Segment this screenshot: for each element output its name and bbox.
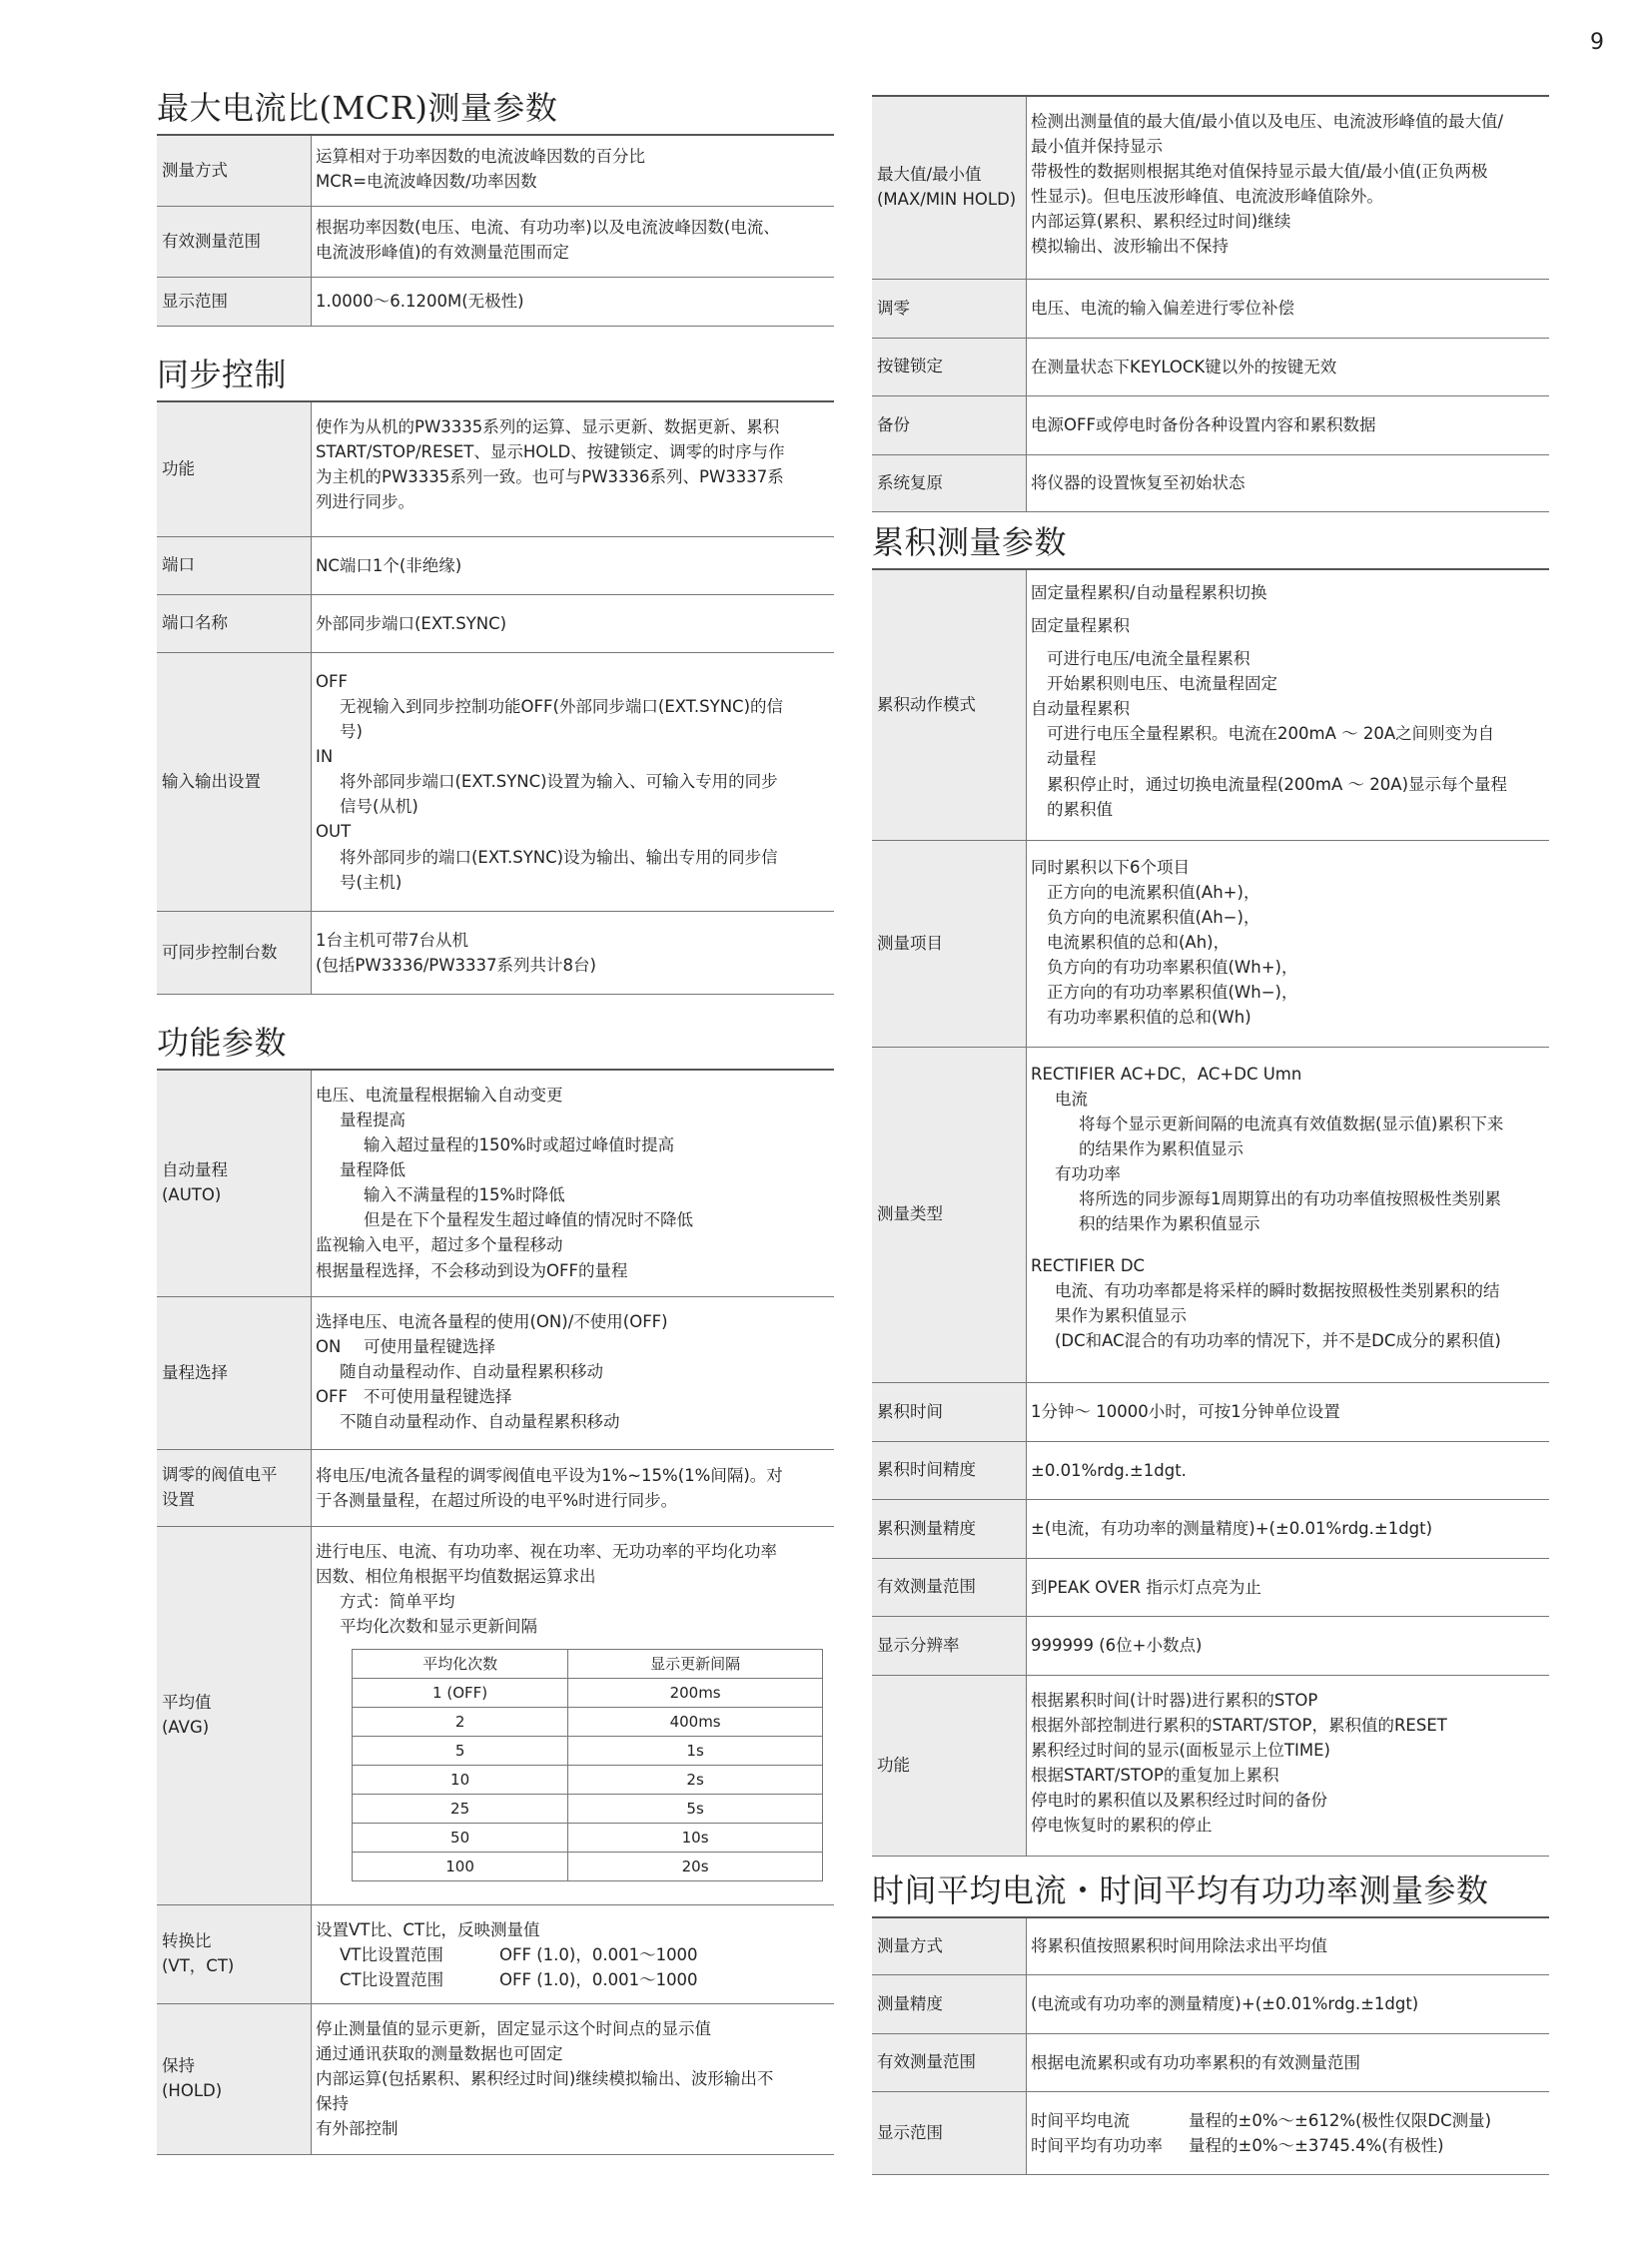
value-line: (包括PW3336/PW3337系列共计8台) bbox=[316, 956, 596, 975]
table-cell: 50 bbox=[353, 1824, 568, 1853]
row-value bbox=[1027, 570, 1549, 840]
value-line: 固定量程累积 bbox=[1031, 616, 1130, 636]
page-number: 9 bbox=[1590, 30, 1604, 55]
row-label: 累积动作模式 bbox=[872, 570, 1027, 840]
value-line: ±0.01%rdg.±1dgt. bbox=[1031, 1460, 1187, 1480]
table-row bbox=[353, 1824, 823, 1853]
spec-row bbox=[872, 1383, 1549, 1442]
row-value bbox=[312, 1527, 834, 1904]
label-line: 转换比 bbox=[162, 1931, 212, 1951]
spec-row bbox=[872, 841, 1549, 1048]
spec-row bbox=[872, 1500, 1549, 1559]
value-line: 电源OFF或停电时备份各种设置内容和累积数据 bbox=[1031, 415, 1376, 435]
value-line: 固定量程累积/自动量程累积切换 bbox=[1031, 583, 1267, 602]
spec-row bbox=[157, 537, 834, 595]
spec-row bbox=[872, 1975, 1549, 2034]
left-column bbox=[157, 88, 834, 2183]
label-line: (MAX/MIN HOLD) bbox=[877, 190, 1017, 209]
value-line: 积的结果作为累积值显示 bbox=[1079, 1214, 1260, 1234]
func-section-title: 功能参数 bbox=[157, 1024, 288, 1062]
right-column bbox=[872, 95, 1549, 2203]
value-line: 将外部同步的端口(EXT.SYNC)设为输出、输出专用的同步信 bbox=[340, 847, 778, 867]
value-line: 停电时的累积值以及累积经过时间的备份 bbox=[1031, 1791, 1327, 1811]
integ-spec-table bbox=[872, 568, 1549, 1857]
row-label: 测量方式 bbox=[157, 136, 312, 206]
value-line: 负方向的电流累积值(Ah−)， bbox=[1047, 908, 1260, 928]
value-line: 电压、电流量程根据输入自动变更 bbox=[316, 1086, 563, 1105]
value-line: 运算相对于功率因数的电流波峰因数的百分比 bbox=[316, 147, 645, 166]
value-line: 根据START/STOP的重复加上累积 bbox=[1031, 1766, 1279, 1786]
row-value bbox=[312, 136, 834, 206]
value-line: 通过通讯获取的测量数据也可固定 bbox=[316, 2044, 563, 2064]
value-line: 内部运算(包括累积、累积经过时间)继续模拟输出、波形输出不 bbox=[316, 2069, 774, 2089]
spec-row bbox=[872, 1048, 1549, 1383]
value-line: 正方向的有功功率累积值(Wh−)， bbox=[1047, 983, 1298, 1003]
spec-row bbox=[157, 912, 834, 995]
table-cell: 25 bbox=[353, 1795, 568, 1824]
value-line: 有功功率累积值的总和(Wh) bbox=[1047, 1008, 1251, 1028]
row-value bbox=[1027, 455, 1549, 511]
row-value bbox=[1027, 2034, 1549, 2091]
value-line: 设置VT比、CT比，反映测量值 bbox=[316, 1920, 540, 1939]
row-value bbox=[1027, 396, 1549, 454]
option-off: OFF bbox=[316, 672, 348, 691]
table-row bbox=[353, 1795, 823, 1824]
value-line: 自动量程累积 bbox=[1031, 699, 1130, 719]
table-cell: 10 bbox=[353, 1766, 568, 1795]
value-line: 电流累积值的总和(Ah)， bbox=[1047, 933, 1231, 953]
row-value bbox=[1027, 339, 1549, 395]
value-line: 将仪器的设置恢复至初始状态 bbox=[1031, 473, 1245, 493]
value-line: 电流 bbox=[1055, 1090, 1088, 1110]
value-line: 随自动量程动作、自动量程累积移动 bbox=[340, 1362, 603, 1382]
sync-section-title: 同步控制 bbox=[157, 356, 288, 393]
table-header-row bbox=[353, 1650, 823, 1679]
spec-row bbox=[872, 1617, 1549, 1676]
row-label: 备份 bbox=[872, 396, 1027, 454]
row-label: 累积时间 bbox=[872, 1383, 1027, 1441]
value-line: 果作为累积值显示 bbox=[1055, 1305, 1187, 1325]
row-value bbox=[312, 595, 834, 652]
value-line: 外部同步端口(EXT.SYNC) bbox=[316, 613, 507, 633]
value-line: 量程降低 bbox=[340, 1160, 406, 1180]
spec-row bbox=[872, 339, 1549, 396]
value-line: 因数、相位角根据平均值数据运算求出 bbox=[316, 1567, 596, 1587]
column-header: 平均化次数 bbox=[353, 1650, 568, 1679]
value-line: 的累积值 bbox=[1047, 799, 1113, 819]
value-line: 1.0000～6.1200M(无极性) bbox=[316, 292, 524, 312]
value-line: 将外部同步端口(EXT.SYNC)设置为输入、可输入专用的同步 bbox=[340, 772, 778, 792]
label-line: 设置 bbox=[162, 1490, 195, 1509]
label-line: (AUTO) bbox=[162, 1185, 222, 1204]
table-cell: 20s bbox=[568, 1853, 823, 1881]
row-label: 调零 bbox=[872, 280, 1027, 338]
row-label: 累积测量精度 bbox=[872, 1500, 1027, 1558]
value-line: 最小值并保持显示 bbox=[1031, 137, 1163, 157]
value-text: 可使用量程键选择 bbox=[364, 1337, 495, 1357]
value-line: 负方向的有功功率累积值(Wh+)， bbox=[1047, 958, 1298, 978]
table-cell: 5 bbox=[353, 1737, 568, 1766]
row-value bbox=[1027, 1676, 1549, 1856]
option-on: ON bbox=[316, 1337, 342, 1357]
table-cell: 1 (OFF) bbox=[353, 1679, 568, 1708]
value-line: 到PEAK OVER 指示灯点亮为止 bbox=[1031, 1577, 1261, 1597]
table-cell: 100 bbox=[353, 1853, 568, 1881]
value-line: 进行电压、电流、有功功率、视在功率、无功功率的平均化功率 bbox=[316, 1542, 777, 1561]
row-label: 有效测量范围 bbox=[872, 2034, 1027, 2091]
value-line: 平均化次数和显示更新间隔 bbox=[340, 1617, 537, 1637]
value-line: 累积停止时，通过切换电流量程(200mA ～ 20A)显示每个量程 bbox=[1047, 774, 1508, 794]
label-line: (HOLD) bbox=[162, 2081, 223, 2100]
spec-row bbox=[157, 2004, 834, 2155]
value-line: 不随自动量程动作、自动量程累积移动 bbox=[340, 1412, 620, 1432]
label-line: 调零的阀值电平 bbox=[162, 1465, 278, 1485]
row-value bbox=[1027, 1442, 1549, 1499]
row-label bbox=[872, 97, 1027, 279]
row-value bbox=[1027, 841, 1549, 1047]
value-line: 内部运算(累积、累积经过时间)继续 bbox=[1031, 212, 1291, 232]
spec-row bbox=[872, 1676, 1549, 1857]
spec-row bbox=[872, 1918, 1549, 1975]
spec-row bbox=[157, 653, 834, 912]
func-spec-table bbox=[157, 1069, 834, 2155]
value-line: (DC和AC混合的有功功率的情况下，并不是DC成分的累积值) bbox=[1055, 1330, 1501, 1350]
row-label: 可同步控制台数 bbox=[157, 912, 312, 994]
value-line: 使作为从机的PW3335系列的运算、显示更新、数据更新、累积 bbox=[316, 417, 780, 436]
row-value bbox=[312, 2004, 834, 2154]
sync-spec-table bbox=[157, 400, 834, 995]
value-line: 根据累积时间(计时器)进行累积的STOP bbox=[1031, 1691, 1318, 1710]
tavg-section-title: 时间平均电流・时间平均有功功率测量参数 bbox=[872, 1871, 1489, 1909]
value-line: 电流波形峰值)的有效测量范围而定 bbox=[316, 243, 569, 263]
column-header: 显示更新间隔 bbox=[568, 1650, 823, 1679]
table-cell: 400ms bbox=[568, 1708, 823, 1737]
value-line: 999999 (6位+小数点) bbox=[1031, 1636, 1203, 1656]
value-line: 保持 bbox=[316, 2094, 349, 2114]
value-line: 信号(从机) bbox=[340, 797, 418, 817]
value-line: 将所选的同步源每1周期算出的有功功率值按照极性类别累 bbox=[1079, 1189, 1501, 1209]
value-line: 监视输入电平，超过多个量程移动 bbox=[316, 1235, 563, 1255]
value-line: 列进行同步。 bbox=[316, 492, 414, 512]
value-line: 在测量状态下KEYLOCK键以外的按键无效 bbox=[1031, 357, 1337, 376]
value-line: 为主机的PW3335系列一致。也可与PW3336系列、PW3337系 bbox=[316, 467, 784, 487]
row-value bbox=[312, 402, 834, 536]
row-value bbox=[1027, 1383, 1549, 1441]
value-line: 根据功率因数(电压、电流、有功功率)以及电流波峰因数(电流、 bbox=[316, 218, 780, 237]
value-line: 电压、电流的输入偏差进行零位补偿 bbox=[1031, 299, 1294, 319]
row-value bbox=[1027, 280, 1549, 338]
spec-row bbox=[157, 1905, 834, 2004]
row-label: 系统复原 bbox=[872, 455, 1027, 511]
value-line: 输入不满量程的15%时降低 bbox=[364, 1185, 565, 1205]
spec-row bbox=[872, 396, 1549, 455]
value-line: 方式：简单平均 bbox=[340, 1592, 455, 1612]
table-row bbox=[353, 1737, 823, 1766]
label-line: (AVG) bbox=[162, 1718, 210, 1737]
row-value bbox=[312, 1450, 834, 1526]
value-line: 的结果作为累积值显示 bbox=[1079, 1139, 1243, 1159]
value-line: 有功功率 bbox=[1055, 1164, 1121, 1184]
label-line: (VT，CT) bbox=[162, 1956, 235, 1975]
spec-row bbox=[872, 280, 1549, 339]
averaging-table bbox=[352, 1649, 823, 1881]
row-value bbox=[312, 537, 834, 594]
table-cell: 10s bbox=[568, 1824, 823, 1853]
spec-row bbox=[872, 2092, 1549, 2175]
label-line: 最大值/最小值 bbox=[877, 165, 982, 185]
table-cell: 2 bbox=[353, 1708, 568, 1737]
row-label bbox=[157, 1905, 312, 2003]
value-line: 根据电流累积或有功功率累积的有效测量范围 bbox=[1031, 2052, 1360, 2072]
row-label: 端口名称 bbox=[157, 595, 312, 652]
value-line: 但是在下个量程发生超过峰值的情况时不降低 bbox=[364, 1210, 693, 1230]
table-cell: 2s bbox=[568, 1766, 823, 1795]
value-line: 带极性的数据则根据其绝对值保持显示最大值/最小值(正负两极 bbox=[1031, 162, 1488, 182]
row-label bbox=[157, 2004, 312, 2154]
row-value bbox=[312, 912, 834, 994]
time-avg-power-value: 量程的±0%～±3745.4%(有极性) bbox=[1189, 2136, 1444, 2155]
value-line: 开始累积则电压、电流量程固定 bbox=[1047, 674, 1277, 694]
row-label: 显示分辨率 bbox=[872, 1617, 1027, 1675]
value-line: 停止测量值的显示更新，固定显示这个时间点的显示值 bbox=[316, 2019, 711, 2038]
row-label bbox=[157, 1071, 312, 1296]
row-value bbox=[1027, 1500, 1549, 1558]
value-line: 电流、有功功率都是将采样的瞬时数据按照极性类别累积的结 bbox=[1055, 1280, 1500, 1300]
time-avg-current-label: 时间平均电流 bbox=[1031, 2110, 1130, 2130]
row-value bbox=[1027, 1617, 1549, 1675]
mcr-section-title: 最大电流比(MCR)测量参数 bbox=[157, 89, 558, 127]
value-line: 停电恢复时的累积的停止 bbox=[1031, 1816, 1213, 1836]
row-label: 功能 bbox=[157, 402, 312, 536]
spec-row bbox=[157, 136, 834, 207]
value-line: 无视输入到同步控制功能OFF(外部同步端口(EXT.SYNC)的信 bbox=[340, 697, 784, 717]
value-line: 量程提高 bbox=[340, 1111, 406, 1130]
mcr-spec-table bbox=[157, 134, 834, 327]
row-value bbox=[1027, 2092, 1549, 2174]
table-cell: 200ms bbox=[568, 1679, 823, 1708]
option-out: OUT bbox=[316, 822, 352, 842]
value-line: 1分钟～ 10000小时，可按1分钟单位设置 bbox=[1031, 1402, 1340, 1422]
row-label bbox=[157, 1527, 312, 1904]
spec-row bbox=[872, 455, 1549, 512]
value-line: 将电压/电流各量程的调零阀值电平设为1%~15%(1%间隔)。对 bbox=[316, 1465, 783, 1485]
value-line: 检测出测量值的最大值/最小值以及电压、电流波形峰值的最大值/ bbox=[1031, 112, 1504, 131]
value-line: 根据量程选择，不会移动到设为OFF的量程 bbox=[316, 1260, 628, 1280]
spec-row bbox=[872, 570, 1549, 841]
value-line: MCR=电流波峰因数/功率因数 bbox=[316, 172, 537, 192]
row-value bbox=[1027, 1559, 1549, 1616]
row-value bbox=[312, 1297, 834, 1449]
spec-row bbox=[157, 1071, 834, 1297]
row-label: 显示范围 bbox=[157, 278, 312, 326]
row-value bbox=[312, 278, 834, 326]
value-line: 号) bbox=[340, 722, 363, 742]
time-avg-current-value: 量程的±0%～±612%(极性仅限DC测量) bbox=[1189, 2110, 1492, 2130]
label-line: 保持 bbox=[162, 2056, 195, 2076]
table-row bbox=[353, 1679, 823, 1708]
spec-row bbox=[872, 97, 1549, 280]
value-line: 选择电压、电流各量程的使用(ON)/不使用(OFF) bbox=[316, 1312, 668, 1331]
row-value bbox=[312, 1905, 834, 2003]
row-label: 测量方式 bbox=[872, 1918, 1027, 1974]
row-label: 测量精度 bbox=[872, 1975, 1027, 2033]
spec-row bbox=[872, 1559, 1549, 1617]
table-cell: 1s bbox=[568, 1737, 823, 1766]
spec-row bbox=[157, 1450, 834, 1527]
row-label bbox=[157, 1450, 312, 1526]
spec-row bbox=[157, 1297, 834, 1450]
spec-row bbox=[157, 1527, 834, 1905]
spec-row bbox=[157, 402, 834, 537]
row-label: 有效测量范围 bbox=[157, 207, 312, 277]
value-line: 号(主机) bbox=[340, 872, 403, 892]
value-line: RECTIFIER DC bbox=[1031, 1255, 1146, 1275]
row-label: 测量项目 bbox=[872, 841, 1027, 1047]
value-line: 动量程 bbox=[1047, 749, 1097, 769]
value-line: 可进行电压全量程累积。电流在200mA ～ 20A之间则变为自 bbox=[1047, 724, 1495, 744]
value-line: 将累积值按照累积时间用除法求出平均值 bbox=[1031, 1936, 1327, 1956]
table-row bbox=[353, 1853, 823, 1881]
row-label: 有效测量范围 bbox=[872, 1559, 1027, 1616]
row-value bbox=[1027, 1048, 1549, 1382]
row-label: 功能 bbox=[872, 1676, 1027, 1856]
row-label: 显示范围 bbox=[872, 2092, 1027, 2174]
row-label: 量程选择 bbox=[157, 1297, 312, 1449]
row-value bbox=[312, 207, 834, 277]
value-line: 1台主机可带7台从机 bbox=[316, 930, 468, 950]
option-in: IN bbox=[316, 747, 334, 767]
value-line: 累积经过时间的显示(面板显示上位TIME) bbox=[1031, 1741, 1330, 1761]
spec-row bbox=[157, 278, 834, 327]
value-line: 根据外部控制进行累积的START/STOP，累积值的RESET bbox=[1031, 1716, 1447, 1736]
row-value bbox=[1027, 1918, 1549, 1974]
value-line: 性显示)。但电压波形峰值、电流波形峰值除外。 bbox=[1031, 187, 1383, 207]
option-off: OFF bbox=[316, 1387, 348, 1407]
value-line: START/STOP/RESET、显示HOLD、按键锁定、调零的时序与作 bbox=[316, 442, 785, 462]
table-row bbox=[353, 1766, 823, 1795]
value-line: ±(电流，有功功率的测量精度)+(±0.01%rdg.±1dgt) bbox=[1031, 1519, 1433, 1539]
vt-ratio-label: VT比设置范围 bbox=[340, 1945, 443, 1965]
table-cell: 5s bbox=[568, 1795, 823, 1824]
function-continued-table bbox=[872, 95, 1549, 512]
value-line: 同时累积以下6个项目 bbox=[1031, 858, 1190, 877]
tavg-spec-table bbox=[872, 1916, 1549, 2175]
ct-ratio-value: OFF (1.0)，0.001～1000 bbox=[499, 1970, 698, 1990]
time-avg-power-label: 时间平均有功功率 bbox=[1031, 2136, 1163, 2155]
table-row bbox=[353, 1708, 823, 1737]
value-line: 有外部控制 bbox=[316, 2119, 399, 2139]
value-line: (电流或有功功率的测量精度)+(±0.01%rdg.±1dgt) bbox=[1031, 1994, 1419, 2014]
value-line: NC端口1个(非绝缘) bbox=[316, 555, 462, 575]
value-line: 输入超过量程的150%时或超过峰值时提高 bbox=[364, 1135, 675, 1155]
row-value bbox=[1027, 97, 1549, 279]
value-line: RECTIFIER AC+DC，AC+DC Umn bbox=[1031, 1065, 1302, 1084]
label-line: 平均值 bbox=[162, 1693, 212, 1713]
row-value bbox=[1027, 1975, 1549, 2033]
spec-row bbox=[157, 595, 834, 653]
spec-row bbox=[157, 207, 834, 278]
row-value bbox=[312, 1071, 834, 1296]
row-label: 输入输出设置 bbox=[157, 653, 312, 911]
value-line: 可进行电压/电流全量程累积 bbox=[1047, 649, 1250, 669]
value-line: 正方向的电流累积值(Ah+)， bbox=[1047, 883, 1260, 903]
row-label: 端口 bbox=[157, 537, 312, 594]
label-line: 自动量程 bbox=[162, 1160, 228, 1180]
value-text: 不可使用量程键选择 bbox=[364, 1387, 512, 1407]
row-label: 测量类型 bbox=[872, 1048, 1027, 1382]
vt-ratio-value: OFF (1.0)，0.001～1000 bbox=[499, 1945, 698, 1965]
row-value bbox=[312, 653, 834, 911]
value-line: 将每个显示更新间隔的电流真有效值数据(显示值)累积下来 bbox=[1079, 1115, 1504, 1134]
spec-row bbox=[872, 2034, 1549, 2092]
ct-ratio-label: CT比设置范围 bbox=[340, 1970, 444, 1990]
value-line: 于各测量量程，在超过所设的电平%时进行同步。 bbox=[316, 1491, 678, 1510]
spec-row bbox=[872, 1442, 1549, 1500]
row-label: 按键锁定 bbox=[872, 339, 1027, 395]
row-label: 累积时间精度 bbox=[872, 1442, 1027, 1499]
integ-section-title: 累积测量参数 bbox=[872, 523, 1068, 561]
value-line: 模拟输出、波形输出不保持 bbox=[1031, 237, 1229, 257]
